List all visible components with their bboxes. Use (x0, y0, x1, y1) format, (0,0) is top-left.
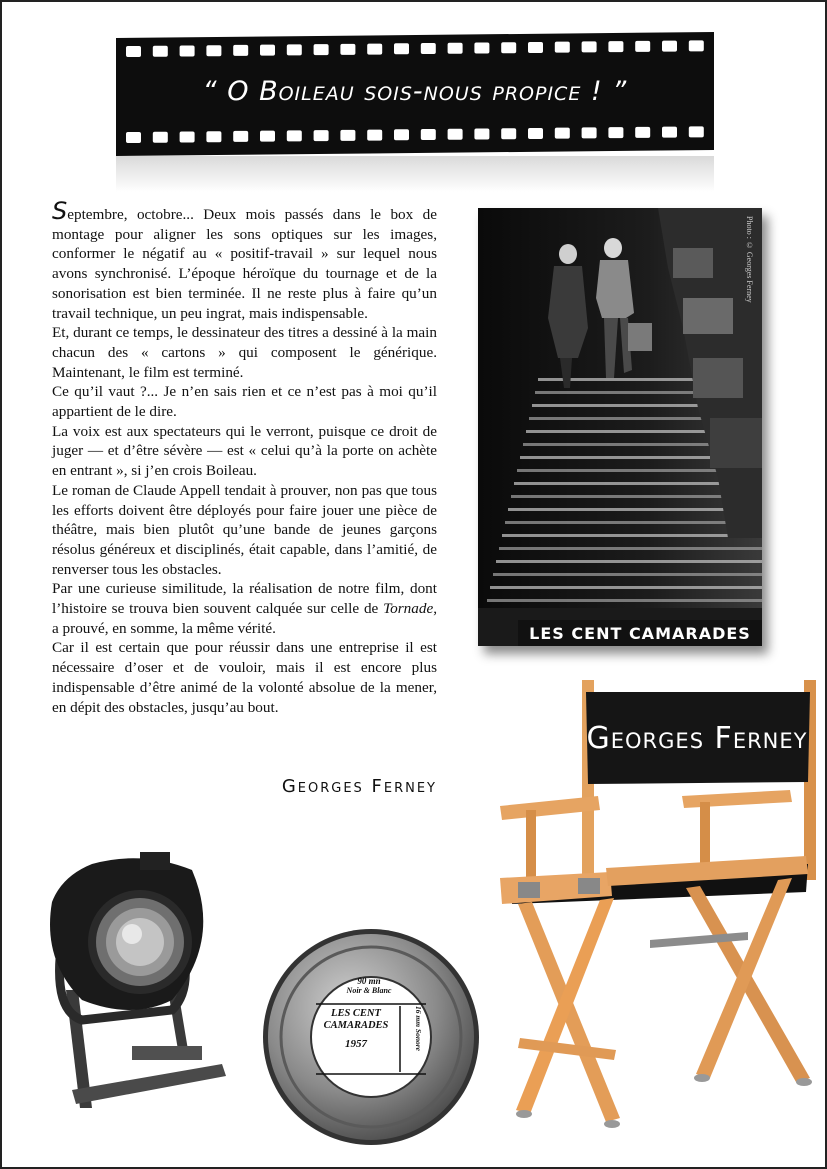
paragraph-1 (52, 197, 437, 323)
paragraph-1-text: eptembre, octobre... Deux mois passés dans le box de montage pour aligner les sons optiques sur les images, conformer le négatif au « positif-travail » sur lequel nous avons synchronisé. L’époque héroïque du tournage et de la sonorisation est bien terminée. Il ne reste plus à faire qu’un travail technique, un peu ingrat, mais indispensable. (52, 206, 437, 322)
sprocket-hole (206, 45, 221, 56)
paragraph-5: Le roman de Claude Appell tendait à prouver, non pas que tous les efforts doivent être déployés pour faire jouer une pièce de théâtre, mais bien plutôt qu’une bande de jeunes garçons résolus généreux et disciplinés, était capable, dans l’amitié, de renverser tous les obstacles. (52, 481, 437, 578)
sprocket-hole (608, 41, 623, 52)
banner-reflection (116, 156, 714, 192)
photo-credit: Photo : © Georges Ferney (745, 216, 754, 303)
stairway-scene (478, 208, 762, 646)
sprocket-hole (582, 127, 597, 138)
sprocket-hole (635, 127, 650, 138)
reel-title: LES CENT CAMARADES (323, 1008, 389, 1031)
paragraph-7: Car il est certain que pour réussir dans une entreprise il est nécessaire d’oser et de vouloir, mais il est encore plus indispensable d’être animé de la volonté absolue de la mener, en dépit des obstacles, jusqu’au bout. (52, 639, 437, 716)
sprocket-hole (474, 42, 489, 53)
reel-duration: 90 mn (357, 976, 381, 986)
chair-back-label: Georges Ferney (586, 720, 808, 756)
sprocket-hole (555, 42, 570, 53)
stair-step (487, 599, 762, 602)
film-still-photo (478, 208, 762, 646)
sprocket-hole (501, 42, 516, 53)
sprocket-hole (287, 44, 302, 55)
sprocket-hole (394, 43, 409, 54)
sprocket-hole (448, 129, 463, 140)
sprocket-hole (153, 46, 168, 57)
sprocket-hole (314, 44, 329, 55)
sprocket-hole (528, 128, 543, 139)
sprocket-hole (582, 41, 597, 52)
sprocket-hole (233, 45, 248, 56)
sprocket-hole (340, 44, 355, 55)
book-title: Tornade (383, 600, 434, 618)
sprocket-hole (233, 131, 248, 142)
stair-step (496, 560, 762, 563)
sprocket-hole (367, 130, 382, 141)
paragraph-6-text-a: Par une curieuse similitude, la réalisation de notre film, dont l’histoire se trouva bien souvent calquée sur celle de (52, 580, 437, 618)
paragraph-2: Et, durant ce temps, le dessinateur des titres a dessiné à la main chacun des « cartons » qui composent le générique. Maintenant, le film est terminé. (52, 324, 437, 381)
drop-cap: S (52, 197, 68, 225)
stair-step (505, 521, 762, 524)
reel-year: 1957 (345, 1038, 367, 1050)
sprocket-hole (206, 131, 221, 142)
sprocket-hole (421, 43, 436, 54)
sprocket-hole (260, 131, 275, 142)
paragraph-6 (52, 579, 437, 638)
sprocket-hole (287, 130, 302, 141)
sprocket-hole (662, 41, 677, 52)
sprocket-hole (340, 130, 355, 141)
stair-step (493, 573, 762, 576)
sprocket-hole (367, 44, 382, 55)
paragraph-4: La voix est aux spectateurs qui le verront, puisque ce droit de juger — et d’être sévère — est « celui qu’à la porte on achète en entrant », si j’en crois Boileau. (52, 422, 437, 480)
author-signature: Georges Ferney (281, 776, 437, 797)
reel-film-format: 16 mm Sonore (414, 1006, 423, 1052)
sprocket-hole (421, 129, 436, 140)
banner-title: “ O Boileau sois-nous propice ! ” (202, 75, 628, 107)
paragraph-6-text-b: , a prouvé, en somme, la même vérité. (52, 600, 437, 637)
photo-caption: LES CENT CAMARADES (518, 620, 762, 646)
stair-step (502, 534, 762, 537)
sprocket-hole (555, 128, 570, 139)
article-body (52, 197, 437, 717)
stair-step (499, 547, 762, 550)
paragraph-3: Ce qu’il vaut ?... Je n’en sais rien et ce n’est pas à moi qu’il appartient de le dire. (52, 383, 437, 421)
sprocket-hole (448, 43, 463, 54)
sprocket-hole (394, 129, 409, 140)
sprocket-hole (153, 132, 168, 143)
sprocket-hole (126, 132, 141, 143)
sprocket-hole (662, 127, 677, 138)
reel-can-label (315, 976, 423, 1072)
sprocket-hole (608, 127, 623, 138)
sprocket-hole (689, 40, 704, 51)
stair-step (490, 586, 762, 589)
sprocket-hole (180, 45, 195, 56)
sprocket-hole (474, 128, 489, 139)
sprocket-hole (501, 128, 516, 139)
sprocket-hole (635, 41, 650, 52)
studio-spotlight (22, 850, 247, 1110)
reel-color-format: Noir & Blanc (346, 986, 392, 995)
sprocket-hole (528, 42, 543, 53)
sprocket-hole (180, 131, 195, 142)
sprocket-hole (689, 126, 704, 137)
sprocket-hole (260, 45, 275, 56)
sprocket-hole (314, 130, 329, 141)
sprocket-hole (126, 46, 141, 57)
